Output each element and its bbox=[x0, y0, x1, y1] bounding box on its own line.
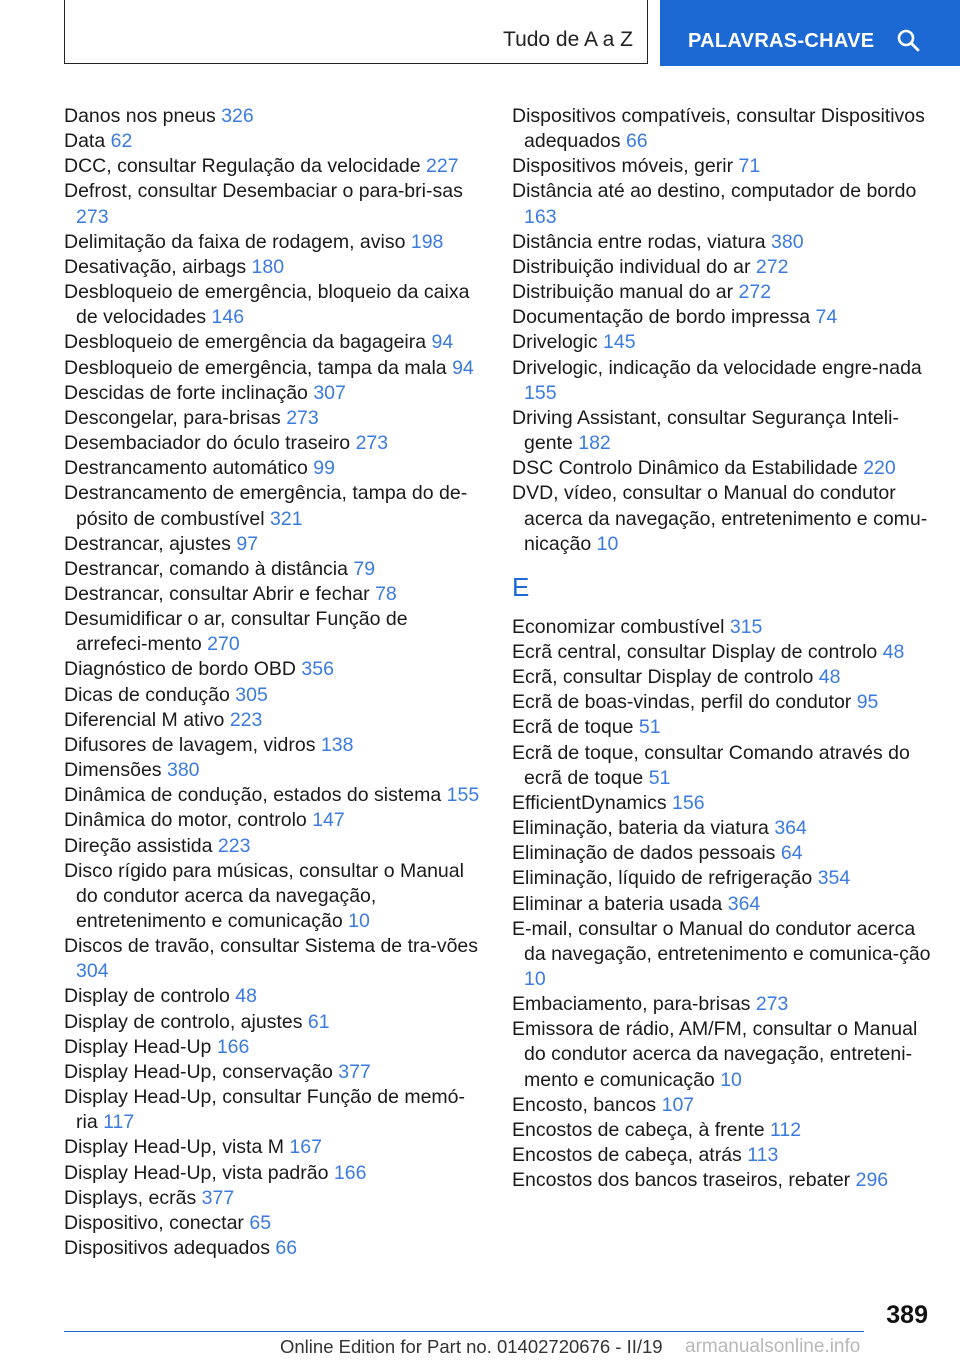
index-entry bbox=[512, 330, 932, 355]
index-entry bbox=[64, 280, 484, 330]
index-entry-text: Desativação, airbags bbox=[64, 255, 247, 278]
index-entry bbox=[64, 1161, 484, 1186]
index-entry bbox=[512, 1168, 932, 1193]
index-entry-page-link[interactable]: 51 bbox=[638, 716, 661, 739]
index-entry-text: Destrancar, comando à distância bbox=[64, 557, 348, 580]
index-entry bbox=[64, 104, 484, 129]
index-entry-page-link[interactable]: 272 bbox=[755, 255, 789, 278]
index-entry-page-link[interactable]: 48 bbox=[882, 640, 905, 663]
index-entry bbox=[64, 381, 484, 406]
index-entry-page-link[interactable]: 223 bbox=[217, 834, 251, 857]
tab-a-to-z-label: Tudo de A a Z bbox=[503, 28, 633, 51]
index-entry-text: Encostos de cabeça, atrás bbox=[512, 1144, 742, 1167]
index-entry bbox=[64, 330, 484, 355]
index-entry-text: Discos de travão, consultar Sistema de tra-vões bbox=[64, 935, 479, 958]
index-entry-text: Eliminar a bateria usada bbox=[512, 892, 723, 915]
index-entry-text: Display Head-Up, conservação bbox=[64, 1060, 333, 1083]
index-entry-page-link[interactable]: 354 bbox=[817, 867, 851, 890]
index-entry-text: DCC, consultar Regulação da velocidade bbox=[64, 155, 421, 178]
index-entry-text: Desbloqueio de emergência, tampa da mala bbox=[64, 356, 447, 379]
index-entry-page-link[interactable]: 113 bbox=[747, 1144, 779, 1167]
index-entry-page-link[interactable]: 62 bbox=[110, 130, 133, 153]
index-entry-page-link[interactable]: 321 bbox=[270, 507, 303, 530]
index-entry bbox=[64, 607, 484, 657]
index-entry-page-link[interactable]: 61 bbox=[307, 1010, 330, 1033]
index-entry bbox=[512, 305, 932, 330]
index-entry bbox=[512, 715, 932, 740]
index-entry-page-link[interactable]: 198 bbox=[410, 230, 444, 253]
index-entry-page-link[interactable]: 166 bbox=[333, 1161, 367, 1184]
index-entry-text: Ecrã central, consultar Display de controlo bbox=[512, 640, 878, 663]
index-entry-page-link[interactable]: 65 bbox=[249, 1211, 272, 1234]
index-entry-page-link[interactable]: 270 bbox=[207, 633, 240, 656]
index-entry-text: Eliminação, líquido de refrigeração bbox=[512, 867, 813, 890]
index-entry-page-link[interactable]: 326 bbox=[221, 105, 254, 127]
index-entry-page-link[interactable]: 377 bbox=[201, 1186, 235, 1209]
index-entry-page-link[interactable]: 273 bbox=[286, 406, 319, 429]
index-entry bbox=[512, 154, 932, 179]
index-entry-text: EfficientDynamics bbox=[512, 791, 667, 814]
index-entry-text: Descidas de forte inclinação bbox=[64, 381, 308, 404]
index-entry-text: Dispositivos adequados bbox=[64, 1237, 270, 1260]
index-entry-text: Display Head-Up, consultar Função de memó-ria bbox=[64, 1086, 466, 1134]
index-entry bbox=[64, 557, 484, 582]
index-entry-text: Dinâmica do motor, controlo bbox=[64, 809, 307, 832]
index-entry-text: Dispositivo, conectar bbox=[64, 1211, 244, 1234]
index-entry-text: Distribuição individual do ar bbox=[512, 255, 751, 278]
index-entry-page-link[interactable]: 273 bbox=[755, 993, 789, 1016]
index-entry-page-link[interactable]: 155 bbox=[524, 381, 557, 404]
index-entry bbox=[64, 431, 484, 456]
index-entry bbox=[512, 481, 932, 556]
index-entry bbox=[64, 230, 484, 255]
index-entry bbox=[64, 356, 484, 381]
index-entry-page-link[interactable]: 147 bbox=[312, 809, 345, 832]
index-entry-text: Destrancamento automático bbox=[64, 457, 308, 480]
index-entry-text: E-mail, consultar o Manual do condutor acerca da navegação, entretenimento e comunica-ção bbox=[512, 917, 931, 965]
index-entry-text: Difusores de lavagem, vidros bbox=[64, 733, 316, 756]
index-entry-text: Dimensões bbox=[64, 759, 162, 782]
index-entry-page-link[interactable]: 227 bbox=[426, 155, 459, 178]
index-entry-page-link[interactable]: 223 bbox=[229, 708, 263, 731]
index-entry-page-link[interactable]: 380 bbox=[166, 759, 200, 782]
index-entry-page-link[interactable]: 380 bbox=[771, 230, 804, 253]
index-entry-page-link[interactable]: 10 bbox=[348, 910, 370, 932]
index-entry-page-link[interactable]: 182 bbox=[578, 432, 611, 455]
index-entry-text: Drivelogic, indicação da velocidade engre-nada bbox=[512, 356, 922, 379]
index-entry-text: Desembaciador do óculo traseiro bbox=[64, 432, 351, 455]
index-entry-text: Documentação de bordo impressa bbox=[512, 306, 811, 329]
index-entry-text: DVD, vídeo, consultar o Manual do condutor acerca da navegação, entretenimento e comu-nicação bbox=[512, 482, 928, 555]
index-entry-text: Display Head-Up, vista padrão bbox=[64, 1161, 329, 1184]
index-entry bbox=[64, 708, 484, 733]
index-entry bbox=[64, 179, 484, 229]
index-entry-page-link[interactable]: 79 bbox=[353, 557, 376, 580]
index-column-left bbox=[64, 104, 484, 1261]
tab-keywords-label: PALAVRAS-CHAVE bbox=[688, 30, 875, 52]
index-entry-text: Displays, ecrãs bbox=[64, 1186, 197, 1209]
index-entry-page-link[interactable]: 138 bbox=[320, 733, 354, 756]
index-entry-text: Ecrã de toque bbox=[512, 716, 634, 739]
index-entry-page-link[interactable]: 48 bbox=[235, 985, 257, 1008]
tab-keywords[interactable] bbox=[660, 0, 960, 66]
footer-divider bbox=[64, 1331, 864, 1332]
index-entry-page-link[interactable]: 112 bbox=[770, 1118, 802, 1141]
index-entry-page-link[interactable]: 74 bbox=[815, 306, 838, 329]
index-entry-text: Dispositivos compatíveis, consultar Dispositivos adequados bbox=[512, 105, 925, 153]
watermark: armanualsonline.info bbox=[685, 1336, 861, 1357]
index-entry bbox=[512, 255, 932, 280]
index-entry-page-link[interactable]: 78 bbox=[375, 582, 397, 605]
index-entry-text: Encostos dos bancos traseiros, rebater bbox=[512, 1169, 851, 1192]
index-entry-text: Drivelogic bbox=[512, 331, 598, 354]
index-entry-text: Emissora de rádio, AM/FM, consultar o Manual do condutor acerca da navegação, entreteni-mento e comunicação bbox=[512, 1018, 918, 1091]
index-entry-text: Distância até ao destino, computador de bordo bbox=[512, 180, 917, 203]
index-entry bbox=[512, 741, 932, 791]
index-entry-text: Driving Assistant, consultar Segurança Inteli-gente bbox=[512, 406, 899, 455]
index-entry bbox=[512, 791, 932, 816]
index-column-right bbox=[512, 104, 932, 1193]
index-entry bbox=[512, 179, 932, 229]
index-entry-page-link[interactable]: 305 bbox=[235, 683, 268, 706]
index-entry bbox=[512, 841, 932, 866]
index-entry bbox=[64, 934, 484, 984]
index-entry-text: Data bbox=[64, 130, 106, 153]
index-entry-text: Desbloqueio de emergência, bloqueio da caixa de velocidades bbox=[64, 281, 470, 329]
index-entry-text: Delimitação da faixa de rodagem, aviso bbox=[64, 230, 406, 253]
section-letter-e: E bbox=[512, 571, 530, 602]
index-entry-text: Distribuição manual do ar bbox=[512, 281, 734, 304]
index-entry-text: Display Head-Up bbox=[64, 1035, 212, 1058]
index-entry-text: Ecrã de boas-vindas, perfil do condutor bbox=[512, 691, 852, 714]
index-entry-text: Dispositivos móveis, gerir bbox=[512, 155, 734, 178]
index-entry-text: Desbloqueio de emergência da bagageira bbox=[64, 331, 427, 354]
index-entry-text: Encosto, bancos bbox=[512, 1093, 657, 1116]
index-entry bbox=[64, 406, 484, 431]
index-entry bbox=[64, 481, 484, 531]
index-entry-page-link[interactable]: 364 bbox=[727, 892, 761, 915]
index-entry-page-link[interactable]: 117 bbox=[103, 1111, 135, 1134]
index-entry-page-link[interactable]: 97 bbox=[236, 532, 259, 555]
index-entry-text: Encostos de cabeça, à frente bbox=[512, 1118, 765, 1141]
index-entry-page-link[interactable]: 364 bbox=[774, 817, 807, 840]
index-entry-page-link[interactable]: 377 bbox=[338, 1060, 371, 1083]
index-entry-page-link[interactable]: 272 bbox=[738, 281, 772, 304]
index-entry-text: Dinâmica de condução, estados do sistema bbox=[64, 784, 442, 807]
index-entry-text: DSC Controlo Dinâmico da Estabilidade bbox=[512, 457, 858, 480]
index-entry bbox=[64, 1211, 484, 1236]
index-entry-page-link[interactable]: 180 bbox=[251, 255, 285, 278]
index-entry-page-link[interactable]: 163 bbox=[524, 205, 557, 228]
index-entry bbox=[512, 866, 932, 891]
index-entry-page-link[interactable]: 10 bbox=[596, 532, 619, 555]
index-entry-page-link[interactable]: 95 bbox=[856, 691, 879, 714]
index-entry-page-link[interactable]: 107 bbox=[661, 1093, 695, 1116]
index-entry bbox=[512, 456, 932, 481]
index-entry-text: Diagnóstico de bordo OBD bbox=[64, 658, 296, 681]
index-entry bbox=[64, 582, 484, 607]
index-entry bbox=[512, 1017, 932, 1092]
index-entry-page-link[interactable]: 48 bbox=[818, 666, 841, 689]
index-entry-page-link[interactable]: 66 bbox=[625, 130, 648, 153]
index-entry-page-link[interactable]: 307 bbox=[313, 381, 346, 404]
index-entry bbox=[64, 1060, 484, 1085]
index-entry-text: Ecrã, consultar Display de controlo bbox=[512, 666, 814, 689]
index-entry bbox=[512, 1093, 932, 1118]
index-entry bbox=[64, 657, 484, 682]
index-entry-text: Desumidificar o ar, consultar Função de arrefeci-mento bbox=[64, 608, 408, 656]
index-entry-text: Eliminação de dados pessoais bbox=[512, 842, 776, 865]
index-entry-page-link[interactable]: 356 bbox=[301, 658, 334, 681]
index-entry-text: Display de controlo, ajustes bbox=[64, 1010, 303, 1033]
index-entry-page-link[interactable]: 220 bbox=[863, 457, 896, 480]
index-entry bbox=[512, 1143, 932, 1168]
top-navigation-bar bbox=[0, 0, 960, 66]
index-entry bbox=[512, 104, 932, 154]
index-entry-page-link[interactable]: 71 bbox=[738, 155, 761, 178]
index-entry bbox=[64, 984, 484, 1009]
index-entry bbox=[64, 859, 484, 934]
index-entry-page-link[interactable]: 166 bbox=[216, 1035, 250, 1058]
index-entry-page-link[interactable]: 94 bbox=[431, 331, 454, 354]
index-entry-page-link[interactable]: 51 bbox=[648, 766, 671, 789]
index-entry bbox=[64, 154, 484, 179]
index-entry bbox=[64, 129, 484, 154]
index-entry bbox=[512, 892, 932, 917]
index-entry-page-link[interactable]: 94 bbox=[452, 356, 474, 379]
index-entry bbox=[64, 255, 484, 280]
index-entry-text: Dicas de condução bbox=[64, 683, 230, 706]
tab-a-to-z[interactable] bbox=[64, 0, 648, 64]
index-entry bbox=[64, 456, 484, 481]
index-entry-page-link[interactable]: 146 bbox=[211, 306, 245, 329]
index-entry bbox=[64, 733, 484, 758]
index-entry-text: Direção assistida bbox=[64, 834, 213, 857]
index-entry-text: Distância entre rodas, viatura bbox=[512, 230, 766, 253]
index-entry-text: Economizar combustível bbox=[512, 615, 725, 638]
index-entry-text: Destrancamento de emergência, tampa do de-pósito de combustível bbox=[64, 482, 468, 530]
index-entry-text: Destrancar, ajustes bbox=[64, 532, 231, 555]
page-number: 389 bbox=[886, 1301, 928, 1329]
index-entry-text: Display de controlo bbox=[64, 985, 230, 1008]
index-entry bbox=[64, 834, 484, 859]
index-entry-page-link[interactable]: 273 bbox=[355, 432, 389, 455]
index-entry-text: Eliminação, bateria da viatura bbox=[512, 817, 769, 840]
index-entry-page-link[interactable]: 315 bbox=[729, 615, 763, 638]
index-entry bbox=[64, 1135, 484, 1160]
search-icon bbox=[896, 28, 920, 52]
index-entry-page-link[interactable]: 99 bbox=[313, 457, 335, 480]
index-entry bbox=[512, 640, 932, 665]
index-entry-text: Defrost, consultar Desembaciar o para-bri-sas bbox=[64, 180, 463, 203]
index-entry-page-link[interactable]: 273 bbox=[76, 205, 109, 228]
index-entry-text: Ecrã de toque, consultar Comando através do ecrã de toque bbox=[512, 741, 910, 789]
index-entry bbox=[64, 1186, 484, 1211]
index-entry-page-link[interactable]: 145 bbox=[603, 331, 636, 354]
index-entry bbox=[512, 406, 932, 456]
index-entry-page-link[interactable]: 155 bbox=[446, 784, 480, 807]
index-entry bbox=[64, 1035, 484, 1060]
index-entry-text: Descongelar, para-brisas bbox=[64, 406, 281, 429]
footer-edition-text: Online Edition for Part no. 01402720676 - II/19 bbox=[280, 1336, 663, 1357]
index-entry bbox=[512, 230, 932, 255]
index-entry-text: Embaciamento, para-brisas bbox=[512, 993, 751, 1016]
index-entry-text: Diferencial M ativo bbox=[64, 708, 225, 731]
index-entry-text: Display Head-Up, vista M bbox=[64, 1136, 284, 1159]
index-entry-page-link[interactable]: 10 bbox=[524, 968, 546, 990]
index-entry bbox=[64, 683, 484, 708]
index-entry-page-link[interactable]: 296 bbox=[855, 1169, 889, 1192]
index-entry bbox=[512, 816, 932, 841]
index-entry-text: Destrancar, consultar Abrir e fechar bbox=[64, 582, 370, 605]
index-entry bbox=[512, 665, 932, 690]
index-entry bbox=[64, 758, 484, 783]
index-entry bbox=[64, 783, 484, 808]
index-entry-page-link[interactable]: 10 bbox=[720, 1068, 742, 1091]
index-entry bbox=[64, 1010, 484, 1035]
index-entry bbox=[512, 690, 932, 715]
index-entry-text: Danos nos pneus bbox=[64, 105, 216, 127]
index-section-e bbox=[512, 615, 932, 1194]
index-entry-page-link[interactable]: 156 bbox=[672, 791, 705, 814]
index-entry bbox=[64, 532, 484, 557]
index-entry bbox=[64, 1085, 484, 1135]
index-section-d-continued bbox=[512, 104, 932, 557]
index-entry bbox=[64, 808, 484, 833]
index-entry-page-link[interactable]: 66 bbox=[275, 1237, 298, 1260]
index-entry bbox=[512, 615, 932, 640]
index-entry bbox=[64, 1236, 484, 1261]
index-entry-page-link[interactable]: 64 bbox=[780, 842, 803, 865]
index-entry bbox=[512, 356, 932, 406]
index-entry-page-link[interactable]: 167 bbox=[289, 1136, 322, 1159]
index-entry bbox=[512, 992, 932, 1017]
index-entry-page-link[interactable]: 304 bbox=[76, 960, 109, 983]
index-entry-text: Disco rígido para músicas, consultar o Manual do condutor acerca da navegação, entretenimento e comunicação bbox=[64, 859, 464, 932]
index-entry bbox=[512, 1118, 932, 1143]
index-entry bbox=[512, 280, 932, 305]
index-entry bbox=[512, 917, 932, 992]
